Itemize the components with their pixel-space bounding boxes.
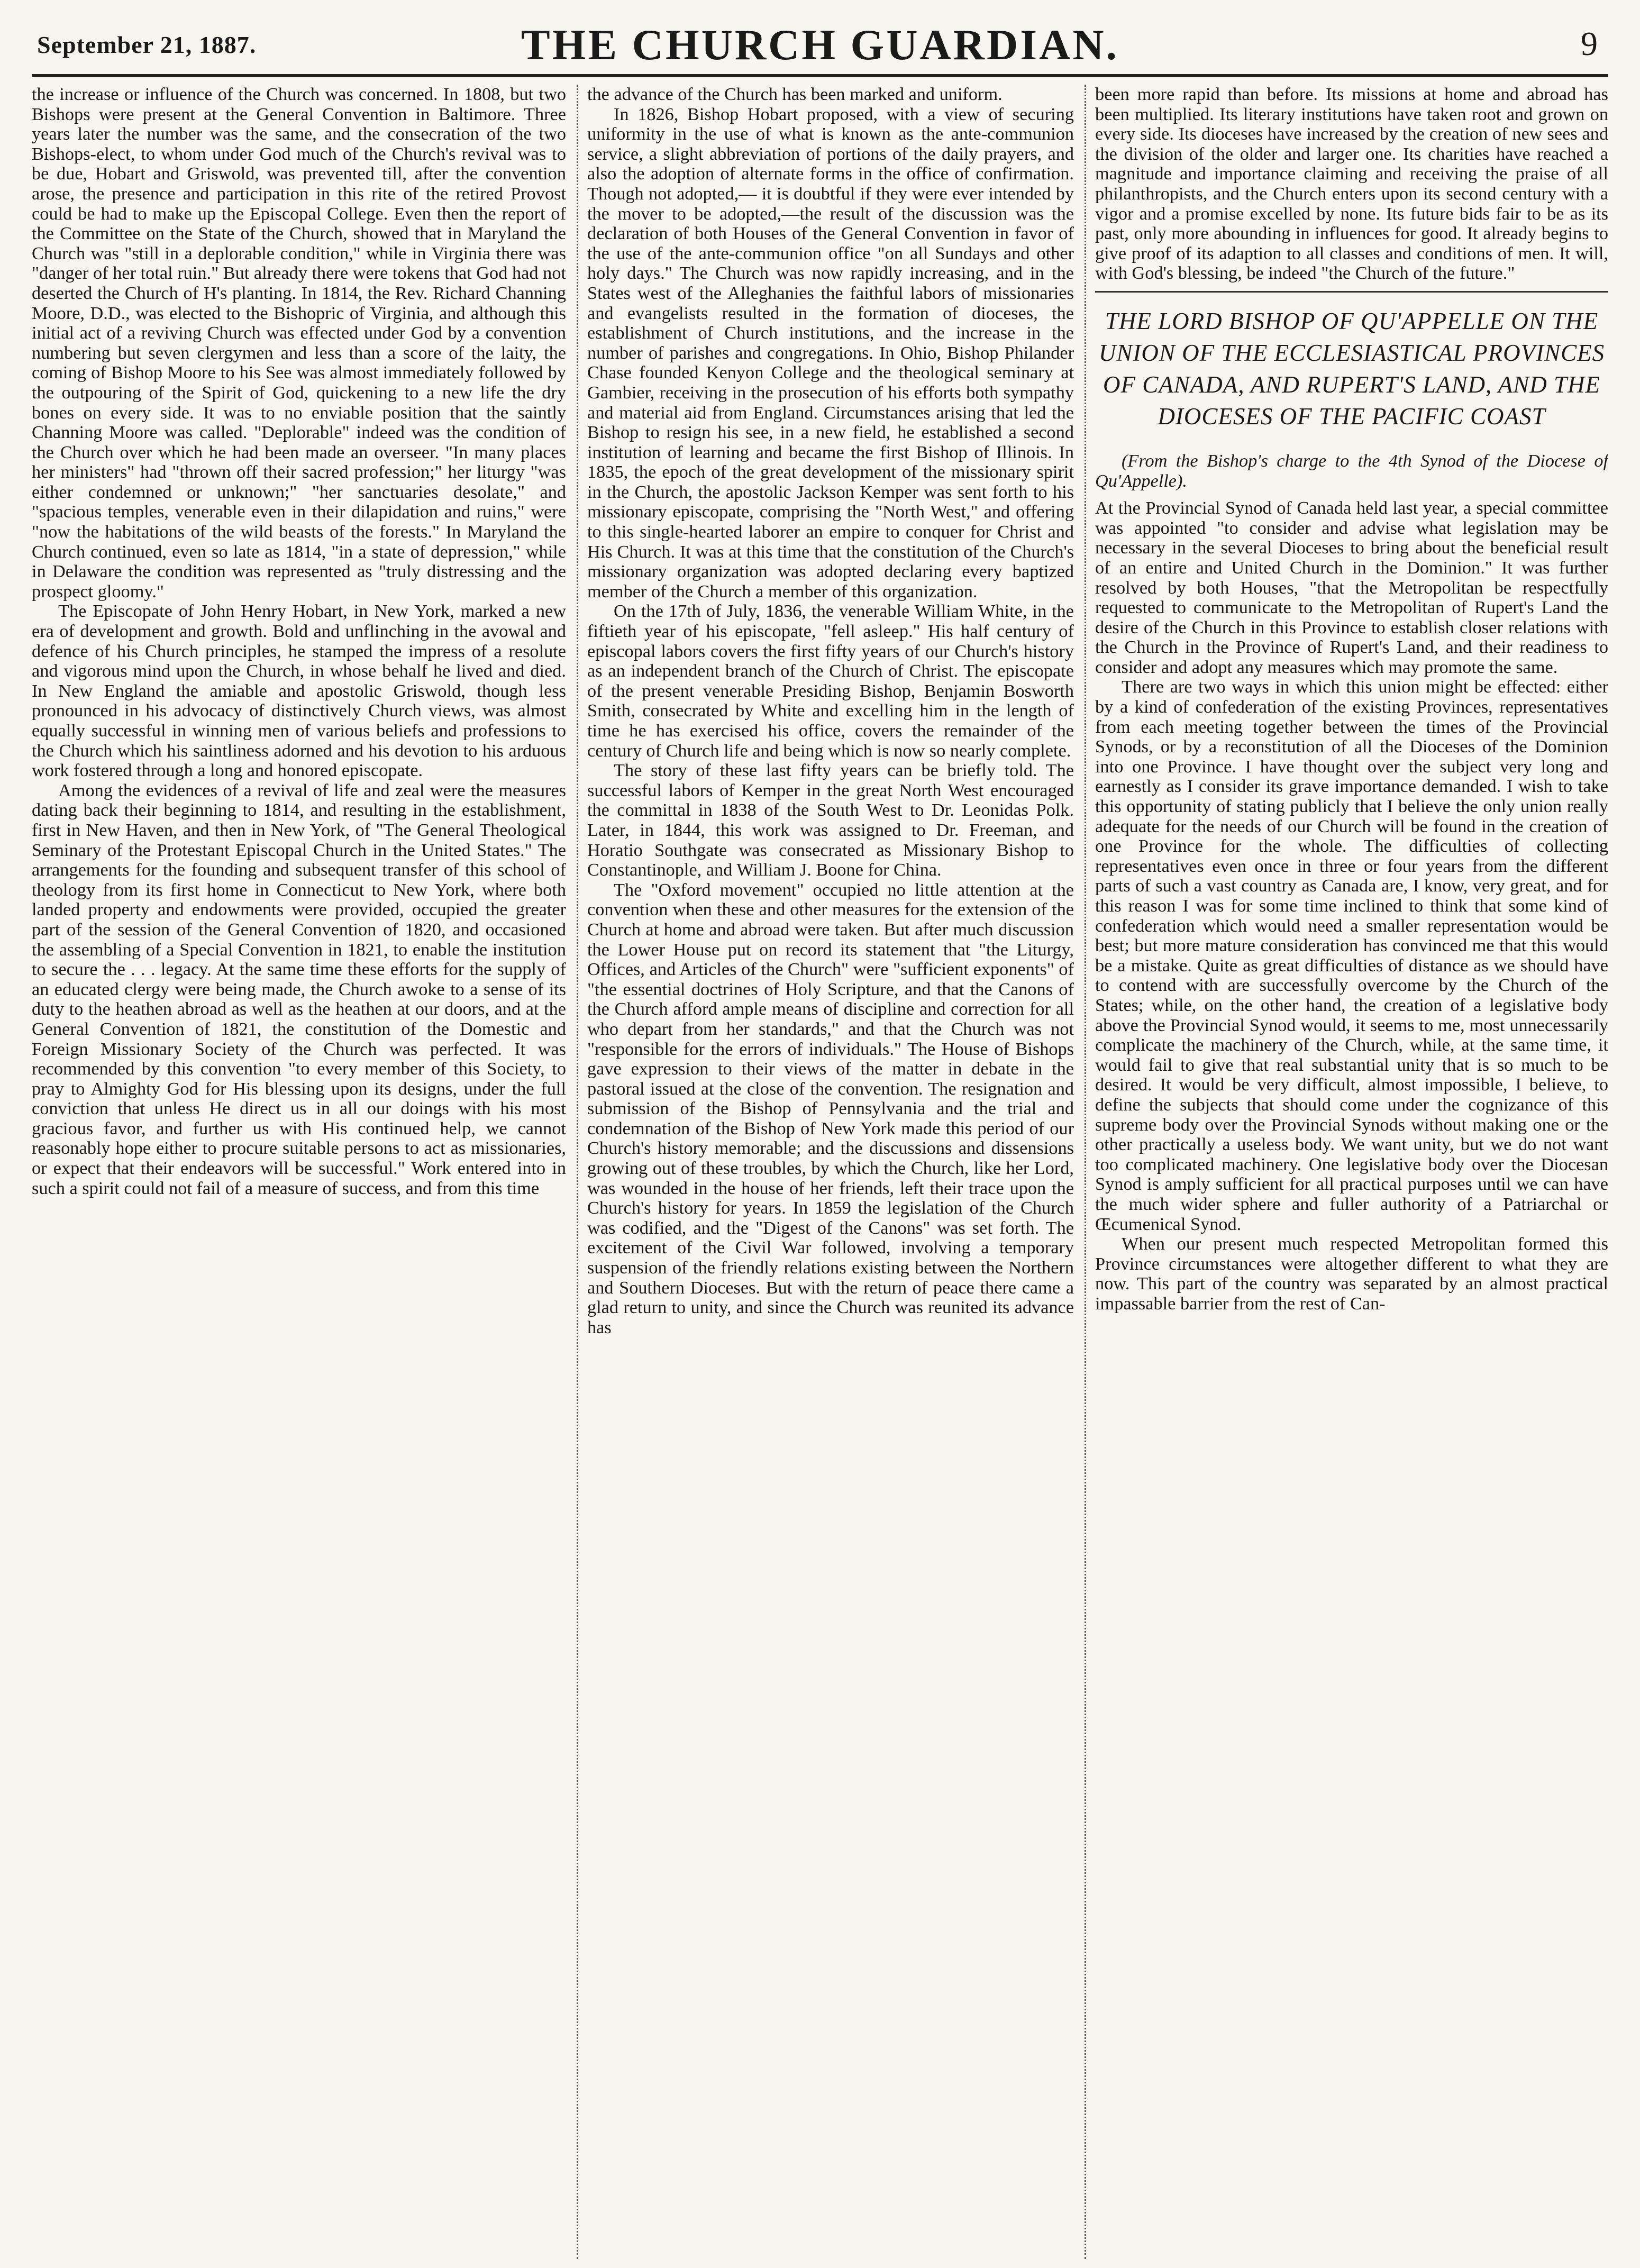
paragraph: The story of these last fifty years can be briefly told. The successful labors of Kemper in the great North West encouraged the committal in 1838 of the South West to Dr. Leonidas Polk. Later, in 1844, this work was assigned to Dr. Freeman, and Horatio Southgate was consecrated as Missionary Bishop to Constantinople, and William J. Boone for China.	[587, 760, 1074, 880]
newspaper-page	[32, 0, 1608, 2268]
article-byline: (From the Bishop's charge to the 4th Synod of the Diocese of Qu'Appelle).	[1095, 450, 1608, 491]
paragraph: At the Provincial Synod of Canada held last year, a special committee was appointed "to consider and advise what legislation may be necessary in the several Dioceses to bring about the beneficial result of an entire and United Church in the Dominion." It was further resolved by both Houses, "that the Metropolitan be respectfully requested to communicate to the Metropolitan of Rupert's Land the desire of the Church in this Province to establish closer relations with the Church in the Province of Rupert's Land, and their readiness to consider and adopt any measures which may promote the same.	[1095, 498, 1608, 677]
column-1	[32, 85, 566, 2259]
paragraph: In 1826, Bishop Hobart proposed, with a view of securing uniformity in the use of what is known as the ante-communion service, a slight abbreviation of portions of the daily prayers, and also the adoption of alternate forms in the office of confirmation. Though not adopted,— it is doubtful if they were ever intended by the mover to be adopted,—the result of the discussion was the declaration of both Houses of the General Convention in favor of the use of the ante-communion office "on all Sundays and other holy days." The Church was now rapidly increasing, and in the States west of the Alleghanies the faithful labors of missionaries and evangelists resulted in the formation of dioceses, the establishment of Church institutions, and the increase in the number of parishes and congregations. In Ohio, Bishop Philander Chase founded Kenyon College and the theological seminary at Gambier, receiving in the prosecution of his efforts both sympathy and material aid from England. Circumstances arising that led the Bishop to resign his see, in a new field, he established a second institution of learning and became the first Bishop of Illinois. In 1835, the epoch of the great development of the missionary spirit in the Church, the apostolic Jackson Kemper was sent forth to his missionary episcopate, comprising the "North West," and offering to this single-hearted laborer an empire to conquer for Christ and His Church. It was at this time that the constitution of the Church's missionary organization was adopted declaring every baptized member of the Church a member of this organization.	[587, 104, 1074, 602]
issue-date: September 21, 1887.	[37, 31, 257, 58]
newspaper-title: THE CHURCH GUARDIAN.	[521, 21, 1119, 69]
page-number: 9	[1581, 25, 1598, 62]
paragraph: The Episcopate of John Henry Hobart, in New York, marked a new era of development and growth. Bold and unflinching in the avowal and defence of his Church principles, he stamped the impress of a resolute and vigorous mind upon the Church, in whose behalf he lived and died. In New England the amiable and apostolic Griswold, though less pronounced in his advocacy of distinctively Church views, was almost equally successful in winning men of various beliefs and professions to the Church which his saintliness adorned and his devotion to his arduous work fostered through a long and honored episcopate.	[32, 601, 566, 781]
paragraph: Among the evidences of a revival of life and zeal were the measures dating back their beginning to 1814, and resulting in the establishment, first in New Haven, and then in New York, of "The General Theological Seminary of the Protestant Episcopal Church in the United States." The arrangements for the founding and subsequent transfer of this school of theology from its first home in Connecticut to New York, where both landed property and endowments were provided, occupied the greater part of the session of the General Convention of 1820, and occasioned the assembling of a Special Convention in 1821, to enable the institution to secure the . . . legacy. At the same time these efforts for the supply of an educated clergy were being made, the Church awoke to a sense of its duty to the heathen abroad as well as the heathen at our doors, and at the General Convention of 1821, the constitution of the Domestic and Foreign Missionary Society of the Church was perfected. It was recommended by this convention "to every member of this Society, to pray to Almighty God for His blessing upon its designs, under the full conviction that unless He direct us in all our doings with his most gracious favor, and further us with His continued help, we cannot reasonably hope either to procure suitable persons to act as missionaries, or expect that their endeavors will be successful." Work entered into in such a spirit could not fail of a measure of success, and from this time	[32, 780, 566, 1198]
masthead	[32, 10, 1608, 73]
column-divider	[577, 85, 578, 2259]
column-2	[587, 85, 1074, 2259]
paragraph: On the 17th of July, 1836, the venerable William White, in the fiftieth year of his episcopate, "fell asleep." His half century of episcopal labors covers the first fifty years of our Church's history as an independent branch of the Church of Christ. The episcopate of the present venerable Presiding Bishop, Benjamin Bosworth Smith, consecrated by White and excelling him in the length of time he has exercised his office, covers the remainder of the century of Church life and being which is now so nearly complete.	[587, 601, 1074, 761]
paragraph: the increase or influence of the Church was concerned. In 1808, but two Bishops were present at the General Convention in Baltimore. Three years later the number was the same, and the consecration of the two Bishops-elect, to whom under God much of the Church's revival was to be due, Hobart and Griswold, was prevented till, after the convention arose, the presence and participation in this rite of the retired Provost could be had to make up the Episcopal College. Even then the report of the Committee on the State of the Church, showed that in Maryland the Church was "still in a deplorable condition," while in Virginia there was "danger of her total ruin." But already there were tokens that God had not deserted the Church of H's planting. In 1814, the Rev. Richard Channing Moore, D.D., was elected to the Bishopric of Virginia, and although this initial act of a reviving Church was effected under God by a convention numbering but seven clergymen and less than a score of the laity, the coming of Bishop Moore to his See was almost immediately followed by the outpouring of the Spirit of God, quickening to a new life the dry bones on every side. It was to no enviable position that the saintly Channing Moore was called. "Deplorable" indeed was the condition of the Church over which he had been made an overseer. "In many places her ministers" had "thrown off their sacred profession;" her liturgy "was either condemned or unknown;" "her sanctuaries desolate," and "spacious temples, venerable even in their dilapidation and ruins," were "now the habitations of the wild beasts of the forests." In Maryland the Church continued, even so late as 1814, "in a state of depression," while in Delaware the condition was represented as "truly distressing and the prospect gloomy."	[32, 85, 566, 602]
column-3	[1095, 85, 1608, 2259]
masthead-rule	[32, 74, 1608, 77]
column-divider	[1085, 85, 1086, 2259]
article-headline: THE LORD BISHOP OF QU'APPELLE ON THE UNION OF THE ECCLESIASTICAL PROVINCES OF CANADA, AND RUPERT'S LAND, AND THE DIOCESES OF THE PACIFIC COAST	[1098, 307, 1605, 430]
paragraph: the advance of the Church has been marked and uniform.	[587, 85, 1003, 104]
paragraph: There are two ways in which this union might be effected: either by a kind of confederation of the existing Provinces, representatives from each meeting together between the times of the Provincial Synods, or by a reconstitution of all the Dioceses of the Dominion into one Province. I have thought over the subject very long and earnestly as I consider its grave importance demanded. I wish to take this opportunity of stating publicly that I believe the only union really adequate for the needs of our Church will be found in the creation of one Province for the whole. The difficulties of collecting representatives even once in three or four years from the different parts of such a vast country as Canada are, I know, very great, and for this reason I was for some time inclined to think that some kind of confederation which would need a smaller representation would be best; but more mature consideration has convinced me that this would be a mistake. Quite as great difficulties of distance as we should have to contend with are successfully overcome by the Church of the States; while, on the other hand, the creation of a legislative body above the Provincial Synod would, it seems to me, most unnecessarily complicate the machinery of the Church, while, at the same time, it would fail to give that real substantial unity that is so much to be desired. It would be very difficult, almost impossible, I believe, to define the subjects that should come under the cognizance of this supreme body over the Provincial Synods without making one or the other practically a useless body. We want unity, but we do not want too complicated machinery. One legislative body over the Diocesan Synod is amply sufficient for all practical purposes until we can have the much wider sphere and fuller authority of a Patriarchal or Œcumenical Synod.	[1095, 677, 1608, 1234]
paragraph: When our present much respected Metropolitan formed this Province circumstances were altogether different to what they are now. This part of the country was separated by an almost practical impassable barrier from the rest of Can-	[1095, 1234, 1608, 1314]
article-separator	[1095, 291, 1608, 293]
paragraph: The "Oxford movement" occupied no little attention at the convention when these and other measures for the extension of the Church at home and abroad were taken. But after much discussion the Lower House put on record its statement that "the Liturgy, Offices, and Articles of the Church" were "sufficient exponents" of "the essential doctrines of Holy Scripture, and that the Canons of the Church afford ample means of discipline and correction for all who depart from her standards," and that the Church was not "responsible for the errors of individuals." The House of Bishops gave expression to their views of the matter in debate in the pastoral issued at the close of the convention. The resignation and submission of the Bishop of Pennsylvania and the trial and condemnation of the Bishop of New York made this period of our Church's history memorable; and the discussions and dissensions growing out of these troubles, by which the Church, like her Lord, was wounded in the house of her friends, left their trace upon the Church's history for years. In 1859 the legislation of the Church was codified, and the "Digest of the Canons" was set forth. The excitement of the Civil War followed, involving a temporary suspension of the friendly relations existing between the Northern and Southern Dioceses. But with the return of peace there came a glad return to unity, and since the Church was reunited its advance has	[587, 879, 1074, 1337]
paragraph: been more rapid than before. Its missions at home and abroad has been multiplied. Its literary institutions have taken root and grown on every side. Its dioceses have increased by the creation of new sees and the division of the older and larger one. Its charities have reached a magnitude and importance claiming and receiving the praise of all philanthropists, and the Church enters upon its second century with a vigor and a promise excelled by none. Its future bids fair to be as its past, only more abounding in influences for good. It already begins to give proof of its adaption to all classes and conditions of men. It will, with God's blessing, be indeed "the Church of the future."	[1095, 85, 1608, 284]
